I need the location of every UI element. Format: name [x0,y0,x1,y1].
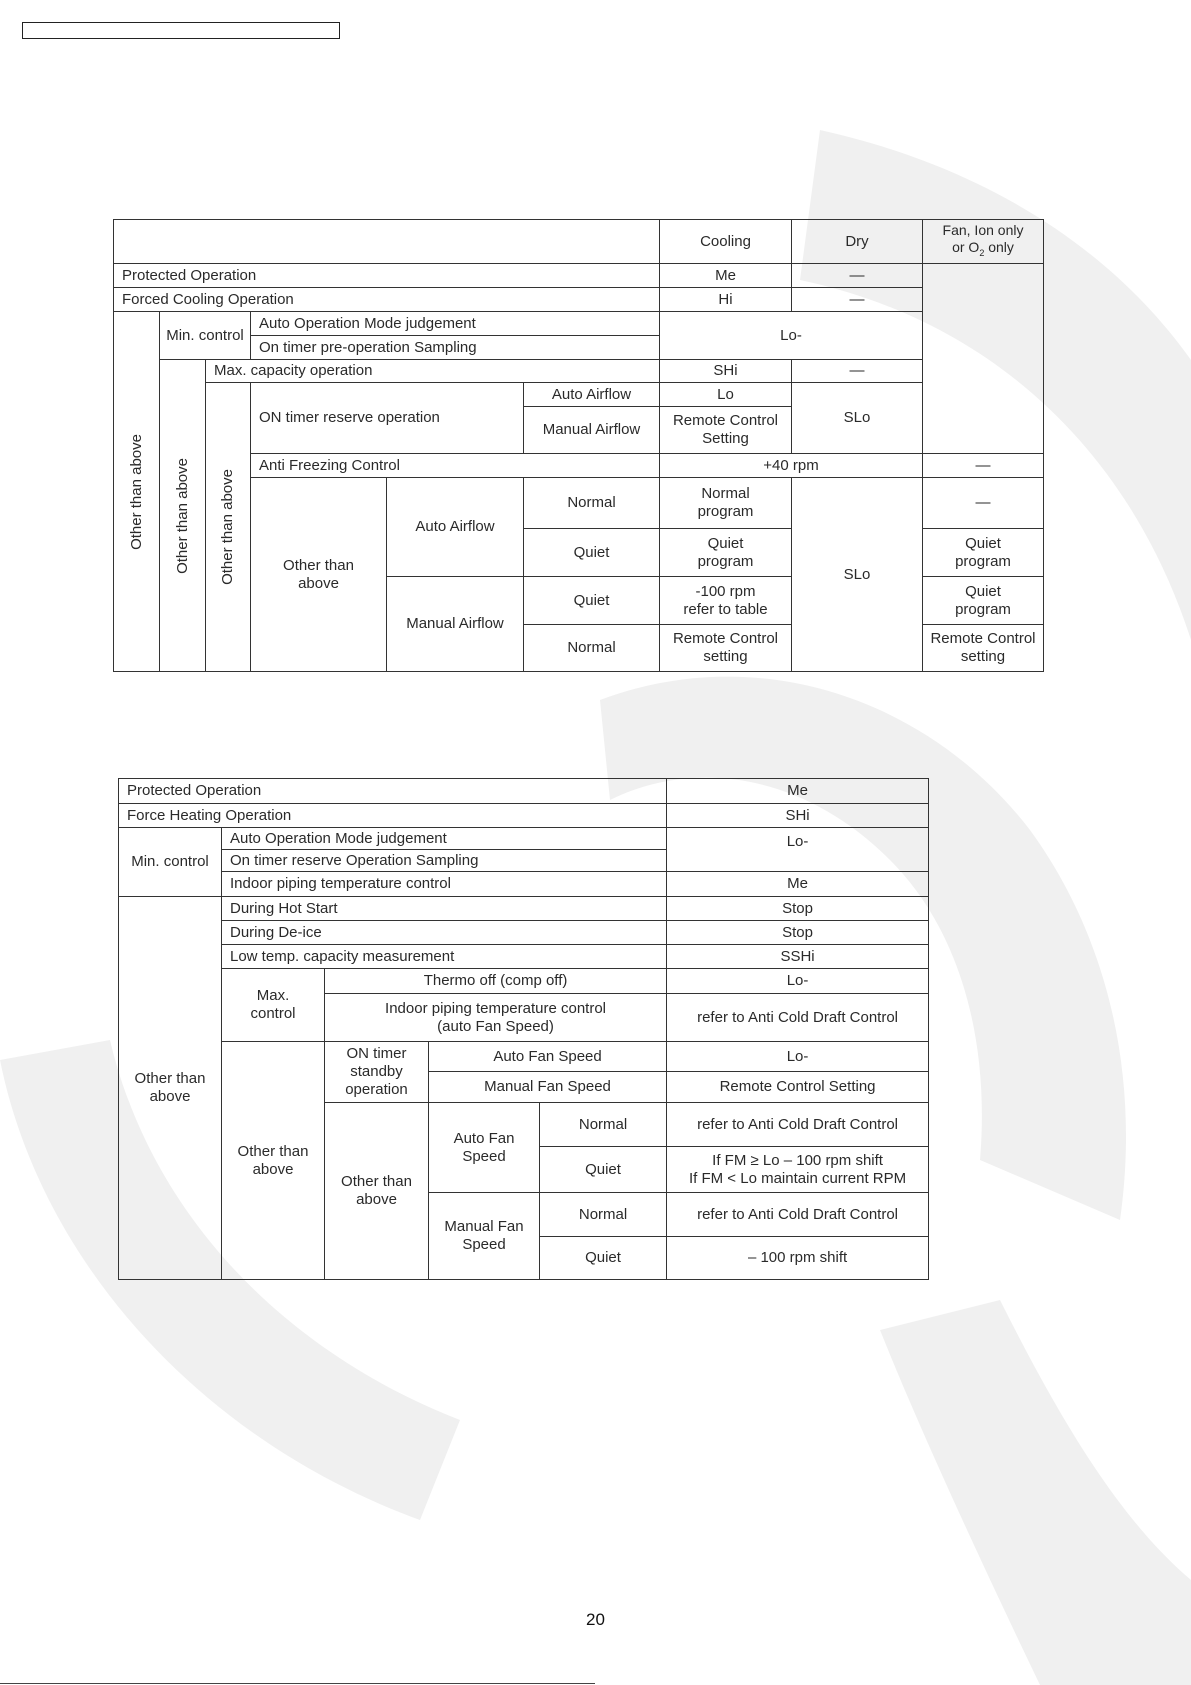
manual-quiet-fan-value: Quiet program [923,577,1044,625]
on-timer-auto-airflow-label: Auto Airflow [524,383,660,407]
auto-airflow-label: Auto Airflow [387,478,524,577]
heat-de-ice-value: Stop [667,921,929,945]
protected-operation-label: Protected Operation [114,264,660,288]
heat-max-control-label: Max. control [222,969,325,1042]
heat-min-control-value: Lo- [667,828,929,872]
other-dry-value: SLo [792,478,923,672]
heat-auto-fan-speed-label: Auto Fan Speed [429,1103,540,1193]
other-than-above-1: Other than above [114,312,160,672]
manual-airflow-label: Manual Airflow [387,577,524,672]
other-than-above-2: Other than above [160,360,206,672]
heat-hot-start-label: During Hot Start [222,897,667,921]
heat-auto-mode-label: Auto Operation Mode judgement [222,828,667,850]
heat-auto-normal-value: refer to Anti Cold Draft Control [667,1103,929,1147]
heat-auto-quiet-label: Quiet [540,1147,667,1193]
header-dry: Dry [792,220,923,264]
anti-freezing-value: +40 rpm [660,454,923,478]
heat-force-label: Force Heating Operation [119,804,667,828]
cooling-fan-speed-table [113,219,1044,672]
heat-de-ice-label: During De-ice [222,921,667,945]
heat-hot-start-value: Stop [667,897,929,921]
anti-freezing-label: Anti Freezing Control [251,454,660,478]
heat-on-timer-sampling-label: On timer reserve Operation Sampling [222,850,667,872]
heat-auto-quiet-value: If FM ≥ Lo – 100 rpm shift If FM < Lo maintain current RPM [667,1147,929,1193]
forced-cooling-value: Hi [660,288,792,312]
heat-indoor-piping-label: Indoor piping temperature control [222,872,667,897]
header-box [22,22,340,39]
heat-thermo-off-label: Thermo off (comp off) [325,969,667,994]
heat-thermo-off-value: Lo- [667,969,929,994]
auto-operation-mode-label: Auto Operation Mode judgement [251,312,660,336]
max-capacity-cooling-value: SHi [660,360,792,383]
protected-dry-value: — [792,264,923,288]
other-than-above-4: Other than above [251,478,387,672]
on-timer-sampling-label: On timer pre-operation Sampling [251,336,660,360]
on-timer-auto-airflow-value: Lo [660,383,792,407]
min-control-value: Lo- [660,312,923,360]
other-than-above-3: Other than above [206,383,251,672]
heat-max-indoor-piping-label: Indoor piping temperature control (auto Fan Speed) [325,994,667,1042]
heat-manual-fan-speed-label: Manual Fan Speed [429,1193,540,1280]
heat-max-indoor-piping-value: refer to Anti Cold Draft Control [667,994,929,1042]
max-capacity-label: Max. capacity operation [206,360,660,383]
heat-on-timer-auto-fan-value: Lo- [667,1042,929,1072]
forced-cooling-label: Forced Cooling Operation [114,288,660,312]
bottom-divider [0,1683,595,1684]
heat-other-than-above-2: Other than above [222,1042,325,1280]
heat-on-timer-auto-fan-label: Auto Fan Speed [429,1042,667,1072]
on-timer-manual-airflow-value: Remote Control Setting [660,407,792,454]
anti-freezing-fan-value: — [923,454,1044,478]
max-capacity-dry-value: — [792,360,923,383]
heat-min-control-label: Min. control [119,828,222,897]
on-timer-dry-value: SLo [792,383,923,454]
heat-force-value: SHi [667,804,929,828]
min-control-label: Min. control [160,312,251,360]
protected-cooling-value: Me [660,264,792,288]
heat-protected-label: Protected Operation [119,779,667,804]
heat-other-than-above-1: Other than above [119,897,222,1280]
heat-low-temp-label: Low temp. capacity measurement [222,945,667,969]
heat-auto-normal-label: Normal [540,1103,667,1147]
on-timer-manual-airflow-label: Manual Airflow [524,407,660,454]
heat-manual-normal-value: refer to Anti Cold Draft Control [667,1193,929,1237]
header-blank [114,220,660,264]
heating-fan-speed-table [118,778,929,1280]
heat-low-temp-value: SSHi [667,945,929,969]
page-number: 20 [586,1610,605,1629]
heat-indoor-piping-value: Me [667,872,929,897]
heat-manual-normal-label: Normal [540,1193,667,1237]
forced-dry-value: — [792,288,923,312]
fan-blank-cell [923,264,1044,454]
heat-on-timer-standby-label: ON timer standby operation [325,1042,429,1103]
auto-normal-fan-value: — [923,478,1044,529]
heat-manual-quiet-label: Quiet [540,1237,667,1280]
manual-quiet-label: Quiet [524,577,660,625]
manual-normal-fan-value: Remote Control setting [923,625,1044,672]
heat-on-timer-manual-fan-label: Manual Fan Speed [429,1072,667,1103]
heat-protected-value: Me [667,779,929,804]
heat-manual-quiet-value: – 100 rpm shift [667,1237,929,1280]
heat-other-than-above-3: Other than above [325,1103,429,1280]
heat-on-timer-manual-fan-value: Remote Control Setting [667,1072,929,1103]
auto-normal-cooling-value: Normal program [660,478,792,529]
manual-normal-label: Normal [524,625,660,672]
auto-quiet-fan-value: Quiet program [923,529,1044,577]
auto-quiet-cooling-value: Quiet program [660,529,792,577]
on-timer-reserve-label: ON timer reserve operation [251,383,524,454]
manual-quiet-cooling-value: -100 rpm refer to table [660,577,792,625]
header-cooling: Cooling [660,220,792,264]
auto-normal-label: Normal [524,478,660,529]
auto-quiet-label: Quiet [524,529,660,577]
manual-normal-cooling-value: Remote Control setting [660,625,792,672]
header-fan-ion: Fan, Ion only or $O_2$ only [923,220,1044,264]
